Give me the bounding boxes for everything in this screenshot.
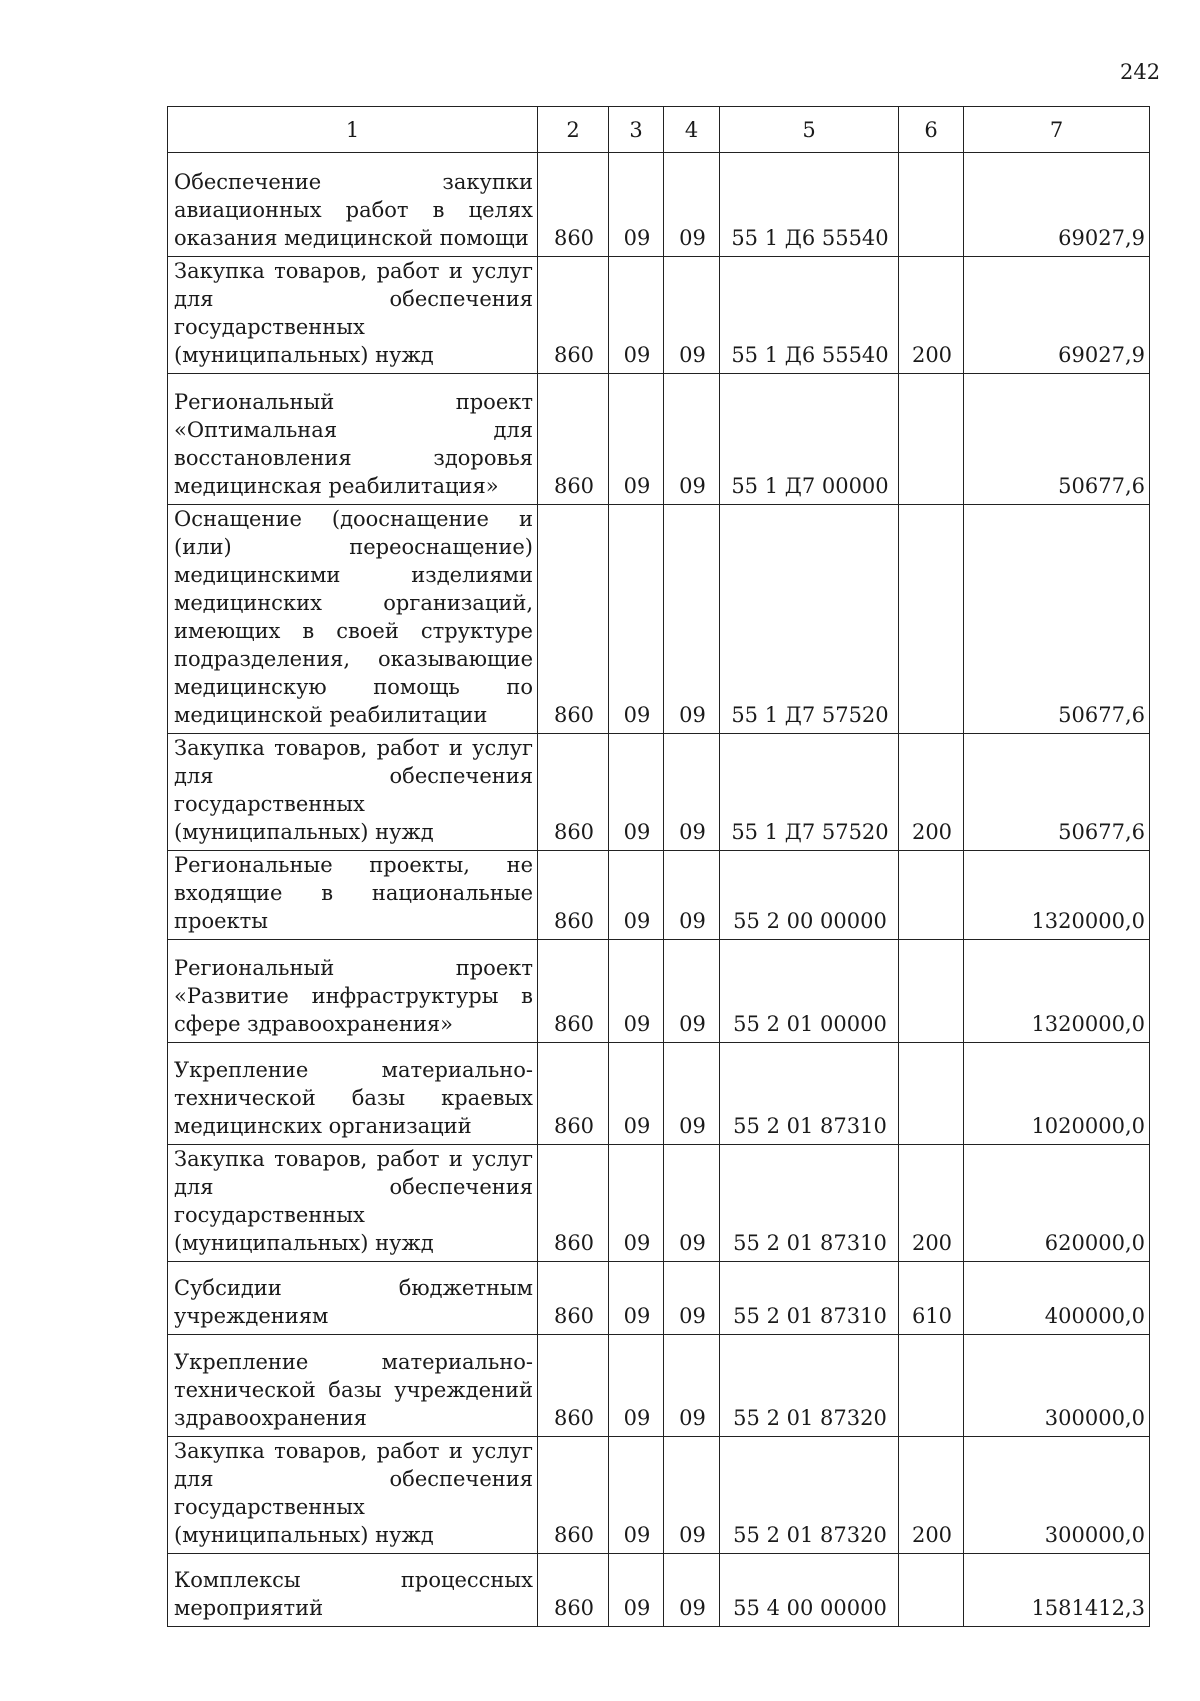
row-amount-cell: 1581412,3 — [964, 1554, 1150, 1627]
row-target-article-cell: 55 1 Д7 57520 — [720, 505, 899, 734]
row-section-cell: 09 — [609, 851, 664, 940]
row-subsection-cell: 09 — [664, 734, 720, 851]
row-section-cell: 09 — [609, 1262, 664, 1335]
row-ministry-code-cell: 860 — [538, 1335, 609, 1437]
table-row — [168, 374, 1150, 505]
row-ministry-code-cell: 860 — [538, 1145, 609, 1262]
row-ministry-code-cell: 860 — [538, 1437, 609, 1554]
table-row — [168, 257, 1150, 374]
row-amount-cell: 50677,6 — [964, 374, 1150, 505]
row-expense-type-cell — [899, 1043, 964, 1145]
row-section-cell: 09 — [609, 1437, 664, 1554]
row-section-cell: 09 — [609, 374, 664, 505]
row-name-cell: Укрепление материально-технической базы учреждений здравоохранения — [168, 1335, 538, 1437]
row-name-cell: Укрепление материально-технической базы краевых медицинских организаций — [168, 1043, 538, 1145]
row-expense-type-cell: 200 — [899, 257, 964, 374]
budget-table — [167, 106, 1150, 1627]
row-subsection-cell: 09 — [664, 1262, 720, 1335]
row-amount-cell: 400000,0 — [964, 1262, 1150, 1335]
row-ministry-code-cell: 860 — [538, 257, 609, 374]
table-row — [168, 940, 1150, 1043]
row-expense-type-cell — [899, 851, 964, 940]
row-expense-type-cell — [899, 153, 964, 257]
row-ministry-code-cell: 860 — [538, 1262, 609, 1335]
row-section-cell: 09 — [609, 734, 664, 851]
row-section-cell: 09 — [609, 940, 664, 1043]
row-amount-cell: 300000,0 — [964, 1437, 1150, 1554]
row-subsection-cell: 09 — [664, 1335, 720, 1437]
row-section-cell: 09 — [609, 1145, 664, 1262]
header-cell: 4 — [664, 107, 720, 153]
row-amount-cell: 1320000,0 — [964, 851, 1150, 940]
row-amount-cell: 69027,9 — [964, 257, 1150, 374]
row-expense-type-cell — [899, 940, 964, 1043]
row-expense-type-cell: 610 — [899, 1262, 964, 1335]
row-name-cell: Обеспечение закупки авиационных работ в целях оказания медицинской помощи — [168, 153, 538, 257]
row-section-cell: 09 — [609, 257, 664, 374]
header-cell: 2 — [538, 107, 609, 153]
row-name-cell: Закупка товаров, работ и услуг для обеспечения государственных (муниципальных) нужд — [168, 1437, 538, 1554]
row-name-cell: Закупка товаров, работ и услуг для обеспечения государственных (муниципальных) нужд — [168, 1145, 538, 1262]
row-ministry-code-cell: 860 — [538, 940, 609, 1043]
row-ministry-code-cell: 860 — [538, 505, 609, 734]
row-target-article-cell: 55 1 Д6 55540 — [720, 257, 899, 374]
table-row — [168, 1043, 1150, 1145]
row-target-article-cell: 55 2 00 00000 — [720, 851, 899, 940]
row-expense-type-cell — [899, 1335, 964, 1437]
row-amount-cell: 69027,9 — [964, 153, 1150, 257]
row-subsection-cell: 09 — [664, 257, 720, 374]
header-cell: 1 — [168, 107, 538, 153]
row-subsection-cell: 09 — [664, 153, 720, 257]
table-row — [168, 1145, 1150, 1262]
row-section-cell: 09 — [609, 1043, 664, 1145]
row-amount-cell: 50677,6 — [964, 734, 1150, 851]
row-expense-type-cell: 200 — [899, 1145, 964, 1262]
table-row — [168, 1437, 1150, 1554]
row-name-cell: Региональный проект «Развитие инфраструктуры в сфере здравоохранения» — [168, 940, 538, 1043]
row-subsection-cell: 09 — [664, 1554, 720, 1627]
header-cell: 7 — [964, 107, 1150, 153]
header-row — [168, 107, 1150, 153]
row-expense-type-cell — [899, 374, 964, 505]
row-amount-cell: 50677,6 — [964, 505, 1150, 734]
header-cell: 3 — [609, 107, 664, 153]
row-name-cell: Региональный проект «Оптимальная для восстановления здоровья медицинская реабилитация» — [168, 374, 538, 505]
row-ministry-code-cell: 860 — [538, 851, 609, 940]
row-ministry-code-cell: 860 — [538, 153, 609, 257]
row-target-article-cell: 55 1 Д7 00000 — [720, 374, 899, 505]
row-subsection-cell: 09 — [664, 1437, 720, 1554]
header-cell: 5 — [720, 107, 899, 153]
row-section-cell: 09 — [609, 153, 664, 257]
row-subsection-cell: 09 — [664, 851, 720, 940]
row-ministry-code-cell: 860 — [538, 734, 609, 851]
row-section-cell: 09 — [609, 1554, 664, 1627]
row-target-article-cell: 55 2 01 87320 — [720, 1437, 899, 1554]
row-name-cell: Закупка товаров, работ и услуг для обеспечения государственных (муниципальных) нужд — [168, 257, 538, 374]
row-amount-cell: 620000,0 — [964, 1145, 1150, 1262]
page-number: 242 — [1120, 60, 1161, 84]
row-target-article-cell: 55 2 01 87310 — [720, 1262, 899, 1335]
row-subsection-cell: 09 — [664, 940, 720, 1043]
row-section-cell: 09 — [609, 505, 664, 734]
row-name-cell: Закупка товаров, работ и услуг для обеспечения государственных (муниципальных) нужд — [168, 734, 538, 851]
table-row — [168, 851, 1150, 940]
row-subsection-cell: 09 — [664, 1145, 720, 1262]
row-section-cell: 09 — [609, 1335, 664, 1437]
row-ministry-code-cell: 860 — [538, 1043, 609, 1145]
row-target-article-cell: 55 1 Д7 57520 — [720, 734, 899, 851]
row-target-article-cell: 55 2 01 00000 — [720, 940, 899, 1043]
row-name-cell: Оснащение (дооснащение и (или) переоснащение) медицинскими изделиями медицинских организаций, имеющих в своей структуре подразделения, оказывающие медицинскую помощь по медицинской реабилитации — [168, 505, 538, 734]
row-expense-type-cell — [899, 505, 964, 734]
table-row — [168, 1262, 1150, 1335]
row-name-cell: Региональные проекты, не входящие в национальные проекты — [168, 851, 538, 940]
header-cell: 6 — [899, 107, 964, 153]
row-target-article-cell: 55 2 01 87310 — [720, 1145, 899, 1262]
row-target-article-cell: 55 1 Д6 55540 — [720, 153, 899, 257]
row-target-article-cell: 55 4 00 00000 — [720, 1554, 899, 1627]
row-name-cell: Комплексы процессных мероприятий — [168, 1554, 538, 1627]
row-ministry-code-cell: 860 — [538, 1554, 609, 1627]
row-amount-cell: 300000,0 — [964, 1335, 1150, 1437]
row-name-cell: Субсидии бюджетным учреждениям — [168, 1262, 538, 1335]
row-expense-type-cell — [899, 1554, 964, 1627]
row-subsection-cell: 09 — [664, 505, 720, 734]
row-expense-type-cell: 200 — [899, 1437, 964, 1554]
row-expense-type-cell: 200 — [899, 734, 964, 851]
row-subsection-cell: 09 — [664, 1043, 720, 1145]
row-target-article-cell: 55 2 01 87310 — [720, 1043, 899, 1145]
table-row — [168, 505, 1150, 734]
row-ministry-code-cell: 860 — [538, 374, 609, 505]
row-amount-cell: 1320000,0 — [964, 940, 1150, 1043]
table-row — [168, 1554, 1150, 1627]
table-row — [168, 734, 1150, 851]
table-row — [168, 153, 1150, 257]
row-amount-cell: 1020000,0 — [964, 1043, 1150, 1145]
table-row — [168, 1335, 1150, 1437]
row-subsection-cell: 09 — [664, 374, 720, 505]
row-target-article-cell: 55 2 01 87320 — [720, 1335, 899, 1437]
